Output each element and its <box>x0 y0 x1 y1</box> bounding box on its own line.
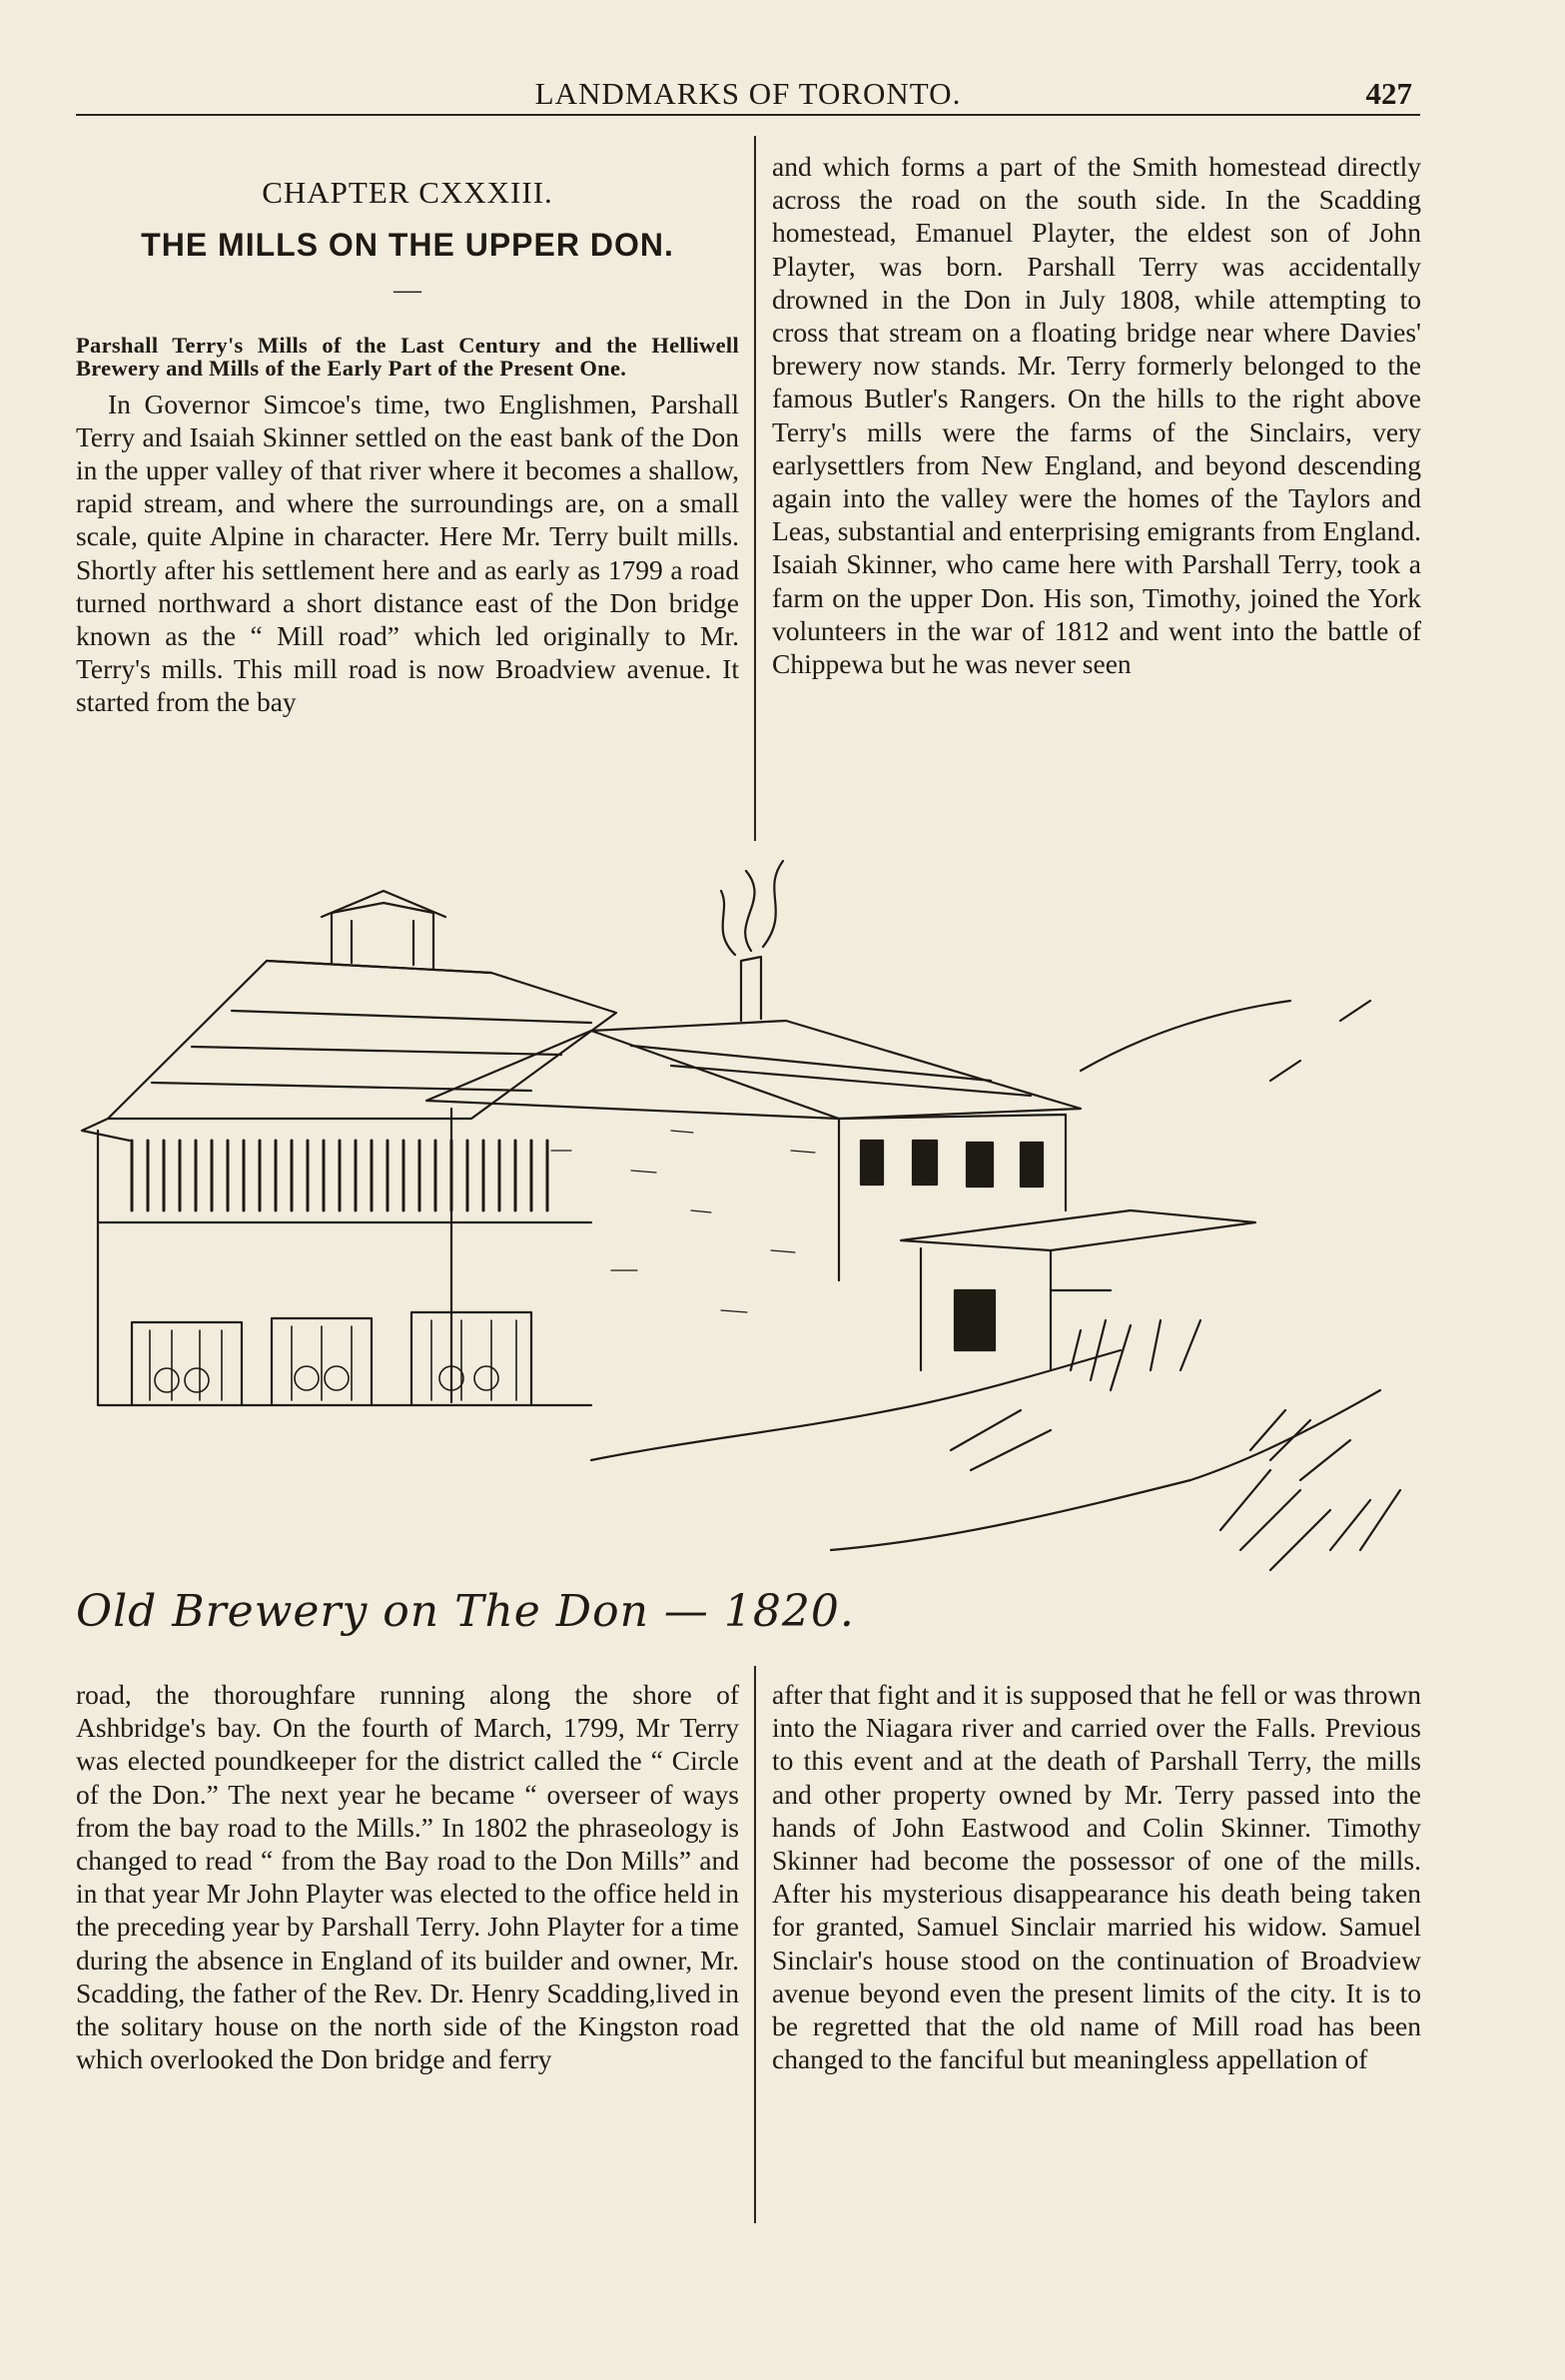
page-number: 427 <box>1365 76 1412 111</box>
column-rule <box>754 1666 756 2223</box>
column-rule <box>754 136 756 841</box>
lower-right-column <box>772 1678 1421 2075</box>
paragraph: after that fight and it is supposed that he fell or was thrown into the Niagara river and carried over the Falls. Previous to this event and at the death of Parshall Terry, the mills and other property owned by Mr. Terry passed into the hands of John Eastwood and Colin Skinner. Timothy Skinner had become the possessor of one of the mills. After his mysterious disappearance his death being taken for granted, Samuel Sinclair married his widow. Samuel Sinclair's house stood on the continuation of Broadview avenue beyond even the present limits of the city. It is to be regretted that the old name of Mill road has been changed to the fanciful but meaningless appellation of <box>772 1679 1421 2075</box>
paragraph: road, the thoroughfare running along the shore of Ashbridge's bay. On the fourth of March, 1799, Mr Terry was elected poundkeeper for the district called the “ Circle of the Don.” The next year he became “ overseer of ways from the bay road to the Mills.” In 1802 the phraseology is changed to read “ from the Bay road to the Don Mills” and in that year Mr John Playter was elected to the office held in the preceding year by Parshall Terry. John Playter for a time during the absence in England of its builder and owner, Mr. Scadding, the father of the Rev. Dr. Henry Scadding,lived in the solitary house on the north side of the Kingston road which overlooked the Don bridge and ferry <box>76 1679 739 2075</box>
running-title: LANDMARKS OF TORONTO. <box>534 76 962 111</box>
lower-left-column <box>76 1678 739 2075</box>
paragraph: In Governor Simcoe's time, two Englishmen, Parshall Terry and Isaiah Skinner settled on the east bank of the Don in the upper valley of that river where it becomes a shallow, rapid stream, and where the surroundings are, on a small scale, quite Alpine in character. Here Mr. Terry built mills. Shortly after his settlement here and as early as 1799 a road turned northward a short distance east of the Don bridge known as the “ Mill road” which led originally to Mr. Terry's mills. This mill road is now Broadview avenue. It started from the bay <box>76 388 739 718</box>
paragraph: and which forms a part of the Smith homestead directly across the road on the south side. In the Scadding homestead, Emanuel Playter, the eldest son of John Playter, was born. Parshall Terry was accidentally drowned in the Don in July 1808, while attempting to cross that stream on a floating bridge near where Davies' brewery now stands. Mr. Terry formerly belonged to the famous Butler's Rangers. On the hills to the right above Terry's mills were the farms of the Sinclairs, very earlysettlers from New England, and beyond descending again into the valley were the homes of the Taylors and Leas, substantial and enterprising emigrants from England. Isaiah Skinner, who came here with Parshall Terry, took a farm on the upper Don. His son, Timothy, joined the York volunteers in the war of 1812 and went into the battle of Chippewa but he was never seen <box>772 151 1421 680</box>
chapter-subtitle: Parshall Terry's Mills of the Last Century and the Helliwell Brewery and Mills of the Early Part of the Present One. <box>76 332 739 381</box>
brewery-illustration <box>72 851 1420 1650</box>
chapter-number: CHAPTER CXXXIII. <box>262 175 553 210</box>
chapter-title: THE MILLS ON THE UPPER DON. <box>141 227 674 264</box>
chapter-dash: — <box>393 275 421 307</box>
upper-right-column <box>772 150 1421 680</box>
upper-left-column <box>76 176 739 719</box>
illustration-caption: Old Brewery on The Don — 1820. <box>76 1586 855 1637</box>
running-head <box>76 70 1420 116</box>
